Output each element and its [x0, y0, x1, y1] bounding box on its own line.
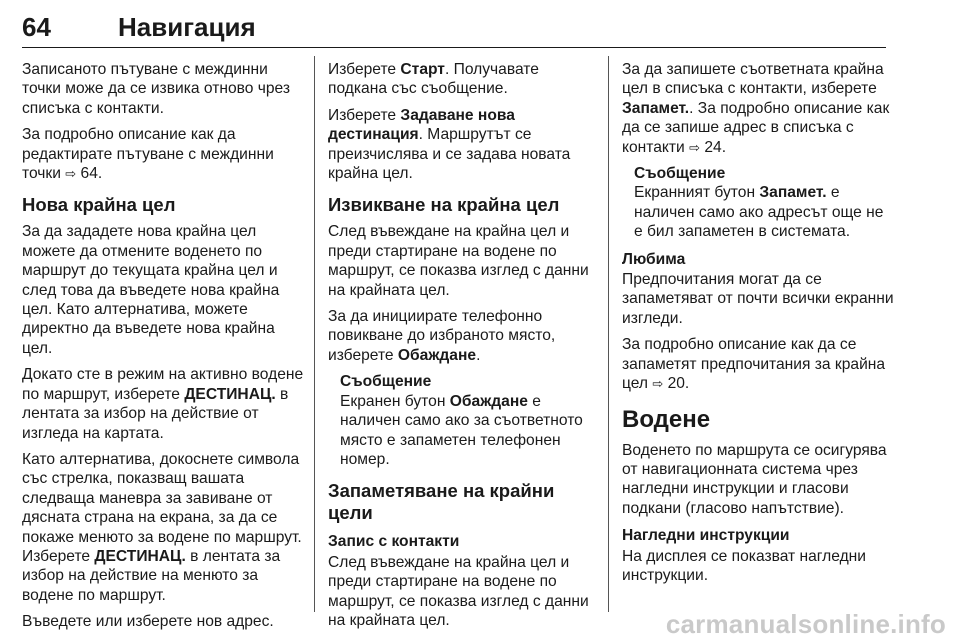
- paragraph: Изберете Старт. Получавате подкана със съобщение.: [328, 61, 539, 98]
- arrow-right-icon: ⇨: [689, 139, 701, 155]
- section-heading: Нова крайна цел: [22, 194, 176, 216]
- subsection-heading: Любима: [622, 250, 686, 268]
- paragraph: За да запишете съответната крайна цел в списъка с контакти, изберете Запамет.. За подробно описание как да се запише адрес в списъка с контакти ⇨ 24.: [622, 61, 890, 156]
- note-text: Екранен бутон Обаждане е наличен само ако за съответното място е запаметен телефонен номер.: [340, 392, 583, 468]
- subsection-heading: Запис с контакти: [328, 533, 460, 551]
- paragraph: Въведете или изберете нов адрес.: [22, 613, 274, 631]
- section-heading: Запаметяване на крайни цели: [328, 480, 555, 524]
- paragraph: За подробно описание как да се запаметят предпочитания за крайна цел ⇨ 20.: [622, 336, 886, 393]
- column-divider: [314, 56, 315, 612]
- paragraph: На дисплея се показват нагледни инструкции.: [622, 547, 866, 584]
- paragraph: За подробно описание как да редактирате пътуване с междинни точки ⇨ 64.: [22, 126, 274, 183]
- paragraph: След въвеждане на крайна цел и преди стартиране на водене по маршрут, се показва изглед с данни на крайната цел.: [328, 223, 589, 299]
- arrow-right-icon: ⇨: [652, 376, 664, 392]
- paragraph: Като алтернатива, докоснете символа със стрелка, показващ вашата следващa маневра за завиване от дясната страна на екрана, за да се покаже менюто за водене по маршрут. Изберете ДЕСТИНАЦ. в лентата за избор на действие на менюто за водене по маршрут.: [22, 450, 302, 604]
- arrow-right-icon: ⇨: [65, 166, 77, 182]
- watermark: carmanualsonline.info: [665, 609, 946, 639]
- note-title: Съобщение: [634, 165, 726, 183]
- paragraph: Записаното пътуване с междинни точки може да се извика отново чрез списъка с контакти.: [22, 61, 291, 117]
- subsection-heading: Нагледни инструкции: [622, 527, 790, 545]
- page-title: Навигация: [118, 12, 256, 42]
- page-number: 64: [22, 12, 51, 42]
- paragraph: След въвеждане на крайна цел и преди стартиране на водене по маршрут, се показва изглед с данни на крайната цел.: [328, 553, 589, 629]
- paragraph: Докато сте в режим на активно водене по маршрут, изберете ДЕСТИНАЦ. в лентата за избор на действие от изгледа на картата.: [22, 366, 304, 442]
- note-block: [634, 164, 894, 242]
- column-3: [622, 60, 894, 592]
- note-text: Екранният бутон Запамет. е наличен само ако адресът още не е бил запаметен в системата.: [634, 184, 884, 241]
- paragraph: За да инициирате телефонно повикване до избраното място, изберете Обаждане.: [328, 308, 556, 364]
- paragraph: Воденето по маршрута се осигурява от навигационната система чрез нагледни инструкции и гласови подкани (гласово напътствие).: [622, 441, 887, 517]
- note-block: [340, 372, 598, 469]
- column-1: [22, 60, 304, 639]
- paragraph: За да зададете нова крайна цел можете да отмените воденето по маршрут до текущата крайна цел и след това да въведете нова крайна цел. Като алтернатива, можете директно да въведете нова крайна цел.: [22, 223, 280, 357]
- paragraph: Предпочитания могат да се запаметяват от почти всички екранни изгледи.: [622, 271, 894, 327]
- section-heading: Извикване на крайна цел: [328, 194, 560, 216]
- paragraph: Изберете Задаване нова дестинация. Маршрутът се преизчислява и се задава новата крайна цел.: [328, 106, 571, 183]
- column-divider: [608, 56, 609, 612]
- note-title: Съобщение: [340, 373, 432, 391]
- chapter-heading: Водене: [622, 405, 711, 433]
- page-header: [22, 8, 886, 48]
- column-2: [328, 60, 598, 637]
